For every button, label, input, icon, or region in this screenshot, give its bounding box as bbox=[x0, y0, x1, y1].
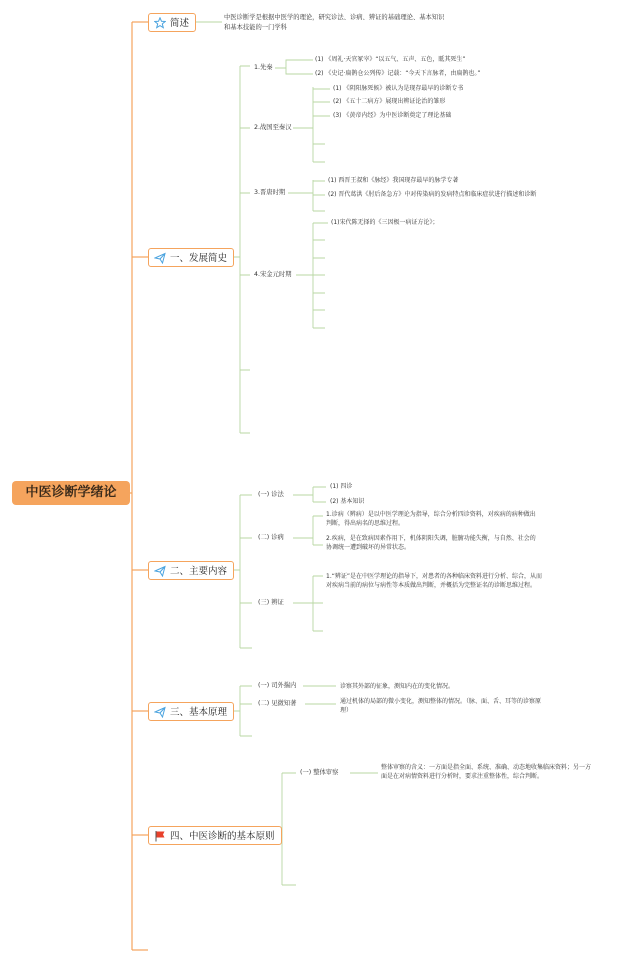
principles-micro[interactable]: (二) 见微知著 bbox=[258, 700, 297, 707]
history-jin-tang[interactable]: 3.晋唐时期 bbox=[254, 189, 286, 196]
pre-qin-item-1: (1) 《周礼·天官冢宰》“以五气、五声、五色，眡其死生” bbox=[315, 56, 466, 63]
content-methods[interactable]: (一) 诊法 bbox=[258, 491, 284, 498]
intro-text-line1: 中医诊断学是根据中医学的理论，研究诊法、诊病、辨证的基础理论、基本知识 bbox=[224, 14, 445, 21]
micro-line2: 理） bbox=[340, 707, 353, 714]
root-topic[interactable]: 中医诊断学绪论 bbox=[12, 481, 130, 505]
disease-p1-line1: 1.诊病（辨病）是以中医学理论为指导，综合分析四诊资料，对疾病的病种做出 bbox=[326, 511, 536, 518]
warring-item-3: (3) 《黄帝内经》为中医诊断奠定了理论基础 bbox=[333, 112, 452, 119]
branch-content-label: 二、主要内容 bbox=[170, 566, 228, 577]
song-yuan-item-1: (1)宋代陈无择的《三因极一病证方论》； bbox=[331, 219, 439, 226]
warring-item-2: (2) 《五十二病方》展现出辨证论治的雏形 bbox=[333, 98, 446, 105]
history-pre-qin[interactable]: 1.先秦 bbox=[254, 64, 273, 71]
jin-tang-item-1: (1) 西晋王叔和《脉经》我国现存最早的脉学专著 bbox=[328, 177, 459, 184]
rules-holistic[interactable]: (一) 整体审察 bbox=[300, 769, 339, 776]
paper-plane-icon bbox=[154, 706, 166, 718]
jin-tang-item-2: (2) 晋代葛洪《肘后备急方》中对传染病的发病特点和临床症状进行描述和诊断 bbox=[328, 191, 537, 198]
root-trunk bbox=[130, 22, 132, 950]
syndrome-line2: 对疾病当前的病位与病性等本质做出判断，并概括为完整证名的诊断思维过程。 bbox=[326, 582, 537, 589]
history-song-yuan[interactable]: 4.宋金元时期 bbox=[254, 271, 292, 278]
flag-icon bbox=[154, 830, 166, 842]
methods-item-2: (2) 基本知识 bbox=[330, 498, 365, 505]
intro-text-line2: 和基本技能的一门学科 bbox=[224, 24, 287, 31]
branch-intro-label: 简述 bbox=[170, 18, 190, 29]
paper-plane-icon bbox=[154, 565, 166, 577]
disease-p2-line2: 协调统一遭到破坏的异常状态。 bbox=[326, 544, 411, 551]
pre-qin-item-2: (2) 《史记·扁鹊仓公列传》记载：“今天下言脉者，由扁鹊也。” bbox=[315, 70, 481, 77]
holistic-line2: 面是在对病情资料进行分析时，要求注重整体性，综合判断。 bbox=[381, 773, 544, 780]
warring-item-1: (1) 《阴阳脉死候》被认为是现存最早的诊断专书 bbox=[333, 85, 464, 92]
branch-history[interactable] bbox=[148, 248, 234, 267]
star-icon bbox=[154, 17, 166, 29]
outside-text: 诊察其外部的征象，测知内在的变化情况。 bbox=[340, 683, 455, 690]
branch-rules-label: 四、中医诊断的基本原则 bbox=[170, 831, 275, 842]
branch-principles[interactable] bbox=[148, 702, 234, 721]
history-warring[interactable]: 2.战国至秦汉 bbox=[254, 124, 292, 131]
syndrome-line1: 1.“辨证”是在中医学理论的指导下，对患者的各种临床资料进行分析、综合，从而 bbox=[326, 573, 542, 580]
branch-history-label: 一、发展简史 bbox=[170, 253, 228, 264]
paper-plane-icon bbox=[154, 252, 166, 264]
branch-rules[interactable] bbox=[148, 826, 282, 845]
branch-content[interactable] bbox=[148, 561, 234, 580]
disease-p1-line2: 判断，得出病名的思维过程。 bbox=[326, 520, 405, 527]
branch-principles-label: 三、基本原理 bbox=[170, 707, 228, 718]
content-disease[interactable]: (二) 诊病 bbox=[258, 534, 284, 541]
disease-p2-line1: 2.疾病，是在致病因素作用下，机体阴阳失调，脏腑功能失衡，与自然、社会的 bbox=[326, 535, 536, 542]
methods-item-1: (1) 四诊 bbox=[330, 483, 353, 490]
principles-outside[interactable]: (一) 司外揣内 bbox=[258, 682, 297, 689]
branch-intro[interactable] bbox=[148, 13, 196, 32]
content-syndrome[interactable]: (三) 辨证 bbox=[258, 599, 284, 606]
holistic-line1: 整体审察的含义：一方面是指全面、系统、准确、动态地收集临床资料；另一方 bbox=[381, 764, 592, 771]
micro-line1: 通过机体的局部的微小变化，测知整体的情况。（脉、面、舌、耳等的诊察原 bbox=[340, 698, 542, 705]
